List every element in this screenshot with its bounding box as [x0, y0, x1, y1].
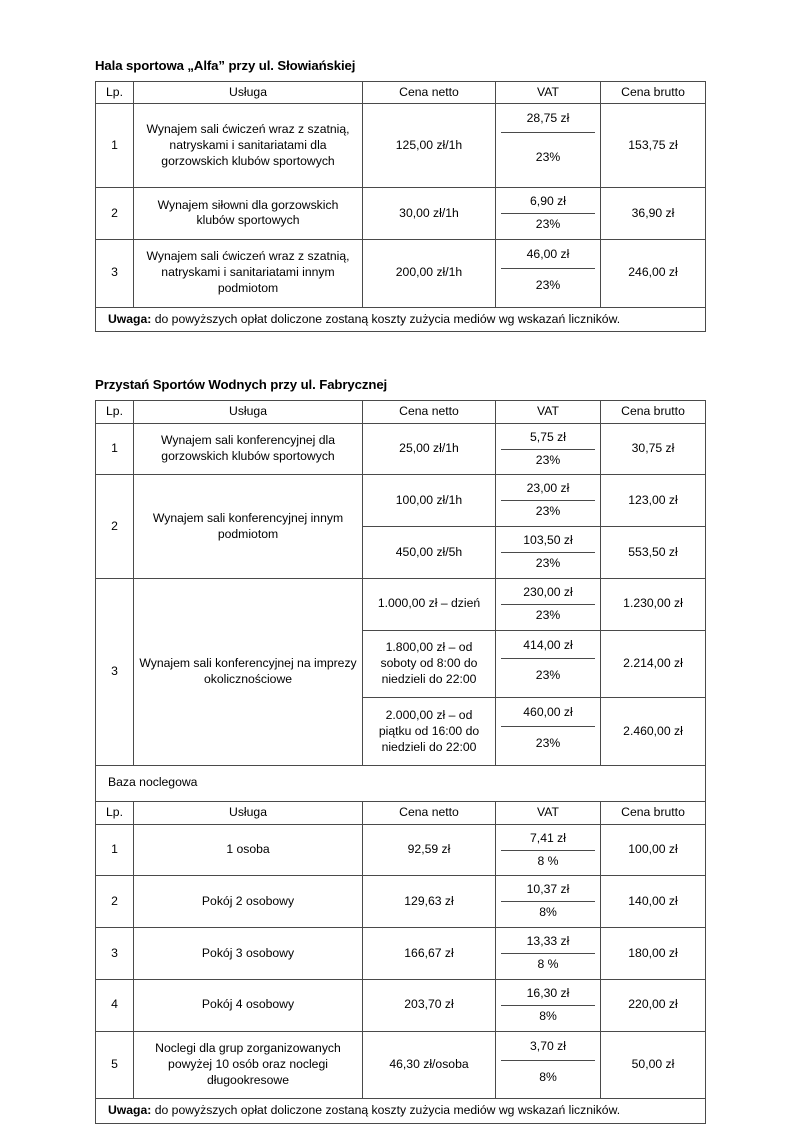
cell-vat-rate: 23% [535, 452, 561, 467]
table-body [96, 423, 706, 1123]
column-header-usluga: Usługa [134, 400, 363, 423]
cell-vat-rate: 8% [539, 1008, 557, 1023]
cell-cena-netto: 166,67 zł [363, 928, 496, 980]
cell-vat [496, 928, 601, 980]
cell-cena-netto: 100,00 zł/1h [363, 475, 496, 527]
section-hala-sportowa [95, 58, 705, 332]
cell-vat-amount: 3,70 zł [501, 1035, 595, 1061]
note-label: Uwaga: [108, 311, 152, 326]
cell-vat [496, 979, 601, 1031]
note-label: Uwaga: [108, 1103, 152, 1118]
cell-lp: 4 [96, 979, 134, 1031]
cell-vat-rate: 8 % [537, 957, 559, 972]
cell-vat [496, 698, 601, 766]
cell-vat-rate: 8% [539, 905, 557, 920]
column-header-lp: Lp. [96, 400, 134, 423]
cell-cena-brutto: 553,50 zł [601, 527, 706, 579]
table-row [96, 928, 706, 980]
table-row [96, 475, 706, 527]
cell-cena-netto: 125,00 zł/1h [363, 104, 496, 188]
cell-cena-brutto: 246,00 zł [601, 239, 706, 307]
column-header-vat: VAT [496, 801, 601, 824]
column-header-usluga: Usługa [134, 81, 363, 104]
cell-vat-rate: 23% [535, 504, 561, 519]
cell-vat-amount: 5,75 zł [501, 427, 595, 450]
column-header-vat: VAT [496, 81, 601, 104]
column-header-cena-brutto: Cena brutto [601, 81, 706, 104]
cell-cena-netto: 92,59 zł [363, 824, 496, 876]
cell-vat-rate: 23% [535, 607, 561, 622]
cell-vat-amount: 460,00 zł [501, 701, 595, 727]
column-header-vat: VAT [496, 400, 601, 423]
table-row [96, 239, 706, 307]
cell-vat [496, 104, 601, 188]
cell-vat [496, 578, 601, 630]
column-header-cena-netto: Cena netto [363, 801, 496, 824]
cell-vat-rate: 23% [535, 736, 561, 751]
cell-cena-brutto: 36,90 zł [601, 188, 706, 240]
cell-vat-amount: 46,00 zł [501, 243, 595, 269]
cell-cena-brutto: 180,00 zł [601, 928, 706, 980]
cell-vat-amount: 6,90 zł [501, 191, 595, 214]
cell-cena-netto: 203,70 zł [363, 979, 496, 1031]
cell-usluga: Wynajem siłowni dla gorzowskich klubów sportowych [134, 188, 363, 240]
cell-usluga: Noclegi dla grup zorganizowanych powyżej 10 osób oraz noclegi długookresowe [134, 1031, 363, 1099]
column-header-cena-netto: Cena netto [363, 81, 496, 104]
table-header-row [96, 400, 706, 423]
cell-cena-brutto: 2.460,00 zł [601, 698, 706, 766]
cell-cena-netto: 450,00 zł/5h [363, 527, 496, 579]
cell-lp: 2 [96, 475, 134, 578]
column-header-usluga: Usługa [134, 801, 363, 824]
cell-cena-brutto: 123,00 zł [601, 475, 706, 527]
cell-cena-netto: 2.000,00 zł – od piątku od 16:00 do niedzieli do 22:00 [363, 698, 496, 766]
cell-usluga: Pokój 3 osobowy [134, 928, 363, 980]
cell-vat-rate: 23% [535, 668, 561, 683]
column-header-cena-netto: Cena netto [363, 400, 496, 423]
cell-lp: 2 [96, 876, 134, 928]
cell-vat-amount: 16,30 zł [501, 983, 595, 1006]
table-note [96, 307, 706, 332]
cell-cena-netto: 200,00 zł/1h [363, 239, 496, 307]
cell-vat-amount: 7,41 zł [501, 828, 595, 851]
cell-cena-netto: 1.800,00 zł – od soboty od 8:00 do niedzieli do 22:00 [363, 630, 496, 698]
note-text: do powyższych opłat doliczone zostaną koszty zużycia mediów wg wskazań liczników. [151, 1103, 621, 1118]
column-header-cena-brutto: Cena brutto [601, 801, 706, 824]
subsection-heading: Baza noclegowa [96, 766, 706, 802]
cell-lp: 1 [96, 104, 134, 188]
table-header-row [96, 801, 706, 824]
cell-usluga: Wynajem sali ćwiczeń wraz z szatnią, natryskami i sanitariatami innym podmiotom [134, 239, 363, 307]
table-row [96, 1031, 706, 1099]
section-title: Przystań Sportów Wodnych przy ul. Fabrycznej [95, 377, 388, 393]
cell-vat-rate: 23% [535, 556, 561, 571]
cell-usluga: Wynajem sali ćwiczeń wraz z szatnią, natryskami i sanitariatami dla gorzowskich klubów sportowych [134, 104, 363, 188]
table-note [96, 1099, 706, 1124]
cell-vat-amount: 103,50 zł [501, 530, 595, 553]
cell-cena-brutto: 220,00 zł [601, 979, 706, 1031]
cell-lp: 1 [96, 824, 134, 876]
cell-cena-brutto: 153,75 zł [601, 104, 706, 188]
table-row [96, 979, 706, 1031]
cell-vat [496, 876, 601, 928]
cell-vat [496, 527, 601, 579]
cell-cena-brutto: 1.230,00 zł [601, 578, 706, 630]
note-text: do powyższych opłat doliczone zostaną koszty zużycia mediów wg wskazań liczników. [151, 311, 621, 326]
table-header [96, 81, 706, 104]
cell-vat [496, 475, 601, 527]
cell-usluga: Pokój 4 osobowy [134, 979, 363, 1031]
cell-usluga: Wynajem sali konferencyjnej innym podmiotom [134, 475, 363, 578]
cell-vat [496, 423, 601, 475]
column-header-cena-brutto: Cena brutto [601, 400, 706, 423]
column-header-lp: Lp. [96, 81, 134, 104]
cell-vat-amount: 13,33 zł [501, 931, 595, 954]
table-header [96, 400, 706, 423]
table-row [96, 188, 706, 240]
cell-vat-rate: 8% [539, 1069, 557, 1084]
cell-vat [496, 1031, 601, 1099]
table-header-row [96, 81, 706, 104]
cell-cena-netto: 46,30 zł/osoba [363, 1031, 496, 1099]
cell-lp: 3 [96, 928, 134, 980]
cell-cena-brutto: 140,00 zł [601, 876, 706, 928]
section-przystan-sportow-wodnych [95, 377, 705, 1124]
section-title: Hala sportowa „Alfa” przy ul. Słowiańskiej [95, 58, 356, 73]
cell-cena-netto: 25,00 zł/1h [363, 423, 496, 475]
table-row [96, 423, 706, 475]
table-row [96, 824, 706, 876]
cell-vat-rate: 8 % [537, 853, 559, 868]
price-table-hala-sportowa [95, 81, 706, 333]
cell-vat-amount: 414,00 zł [501, 634, 595, 660]
cell-lp: 1 [96, 423, 134, 475]
cell-cena-brutto: 100,00 zł [601, 824, 706, 876]
cell-vat-rate: 23% [535, 216, 561, 231]
cell-cena-netto: 30,00 zł/1h [363, 188, 496, 240]
cell-vat-rate: 23% [535, 150, 561, 165]
column-header-lp: Lp. [96, 801, 134, 824]
price-table-przystan [95, 400, 706, 1124]
cell-usluga: 1 osoba [134, 824, 363, 876]
cell-lp: 2 [96, 188, 134, 240]
cell-vat [496, 630, 601, 698]
cell-vat-amount: 28,75 zł [501, 107, 595, 133]
cell-vat-amount: 23,00 zł [501, 478, 595, 501]
cell-vat-rate: 23% [535, 277, 561, 292]
table-note-row [96, 1099, 706, 1124]
cell-cena-brutto: 30,75 zł [601, 423, 706, 475]
cell-vat [496, 188, 601, 240]
cell-lp: 3 [96, 239, 134, 307]
cell-vat-amount: 230,00 zł [501, 582, 595, 605]
cell-usluga: Wynajem sali konferencyjnej na imprezy okolicznościowe [134, 578, 363, 765]
table-row [96, 876, 706, 928]
cell-cena-netto: 1.000,00 zł – dzień [363, 578, 496, 630]
table-body [96, 104, 706, 332]
table-row [96, 104, 706, 188]
table-row [96, 578, 706, 630]
cell-vat [496, 824, 601, 876]
cell-vat-amount: 10,37 zł [501, 879, 595, 902]
cell-cena-brutto: 50,00 zł [601, 1031, 706, 1099]
cell-cena-netto: 129,63 zł [363, 876, 496, 928]
cell-usluga: Wynajem sali konferencyjnej dla gorzowskich klubów sportowych [134, 423, 363, 475]
table-note-row [96, 307, 706, 332]
subsection-heading-row [96, 766, 706, 802]
cell-cena-brutto: 2.214,00 zł [601, 630, 706, 698]
cell-lp: 5 [96, 1031, 134, 1099]
cell-lp: 3 [96, 578, 134, 765]
cell-usluga: Pokój 2 osobowy [134, 876, 363, 928]
cell-vat [496, 239, 601, 307]
